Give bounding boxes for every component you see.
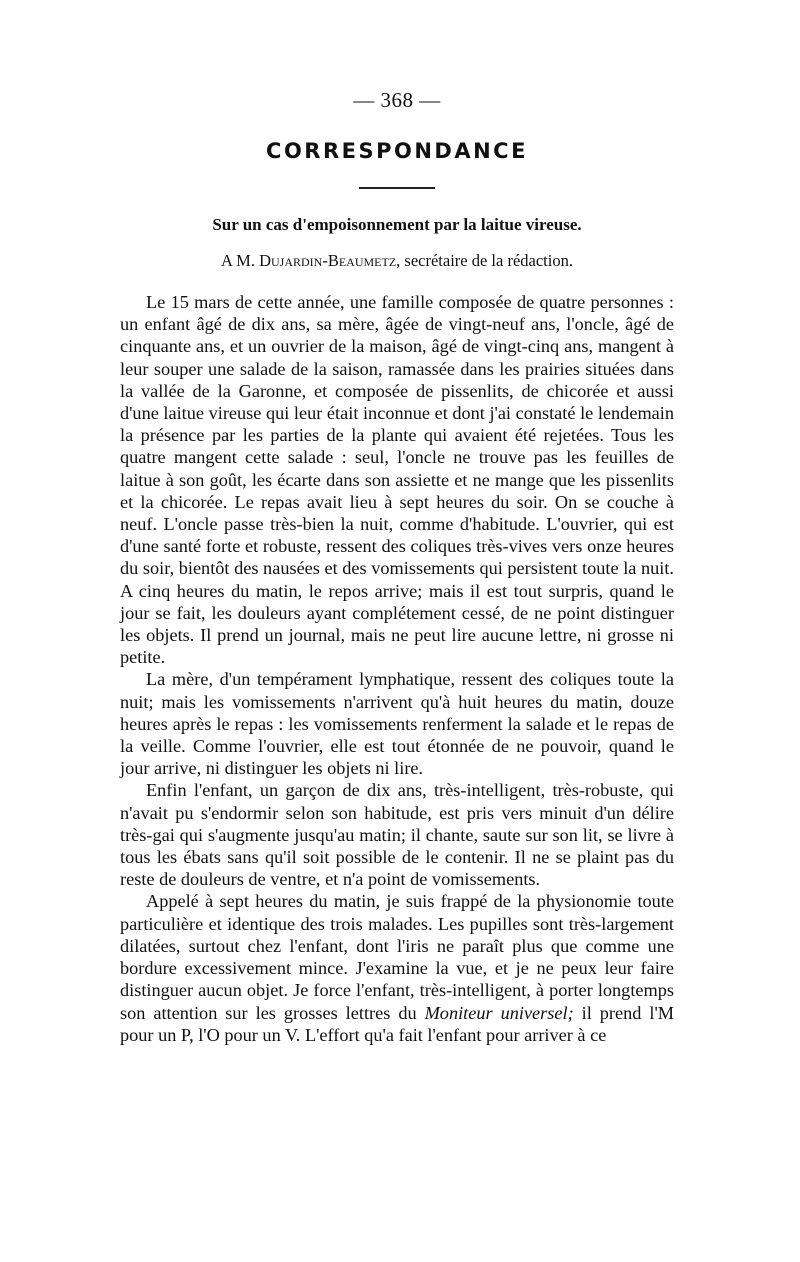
addressee-suffix: , secrétaire de la rédaction. [396, 251, 573, 270]
title-divider [359, 187, 435, 189]
addressee-prefix: A M. [221, 251, 255, 270]
section-title: CORRESPONDANCE [266, 139, 528, 163]
addressee-line [120, 251, 674, 271]
addressee-name: Dujardin-Beaumetz [259, 251, 397, 270]
paragraph: Enfin l'enfant, un garçon de dix ans, très-intelligent, très-robuste, qui n'avait pu s'endormir selon son habitude, est pris vers minuit d'un délire très-gai qui s'augmente jusqu'au matin; il chante, saute sur son lit, se livre à tous les ébats sans qu'il soit possible de le contenir. Il ne se plaint pas du reste de douleurs de ventre, et n'a point de vomissements. [120, 780, 674, 890]
document-page [120, 88, 674, 1046]
page-number: — 368 — [353, 88, 441, 112]
article-title: Sur un cas d'empoisonnement par la laitue vireuse. [212, 215, 582, 234]
article-body [120, 291, 674, 1046]
paragraph: Le 15 mars de cette année, une famille composée de quatre personnes : un enfant âgé de dix ans, sa mère, âgée de vingt-neuf ans, l'oncle, âgé de cinquante ans, et un ouvrier de la maison, âgé de vingt-cinq ans, mangent à leur souper une salade de la saison, ramassée dans les prairies situées dans la vallée de la Garonne, et composée de pissenlits, de chicorée et aussi d'une laitue vireuse qui leur était inconnue et dont j'ai constaté le lendemain la présence par les parties de la plante qui avaient été rejetées. Tous les quatre mangent cette salade : seul, l'oncle ne trouve pas les feuilles de laitue à son goût, les écarte dans son assiette et ne mange que les pissenlits et la chicorée. Le repas avait lieu à sept heures du soir. On se couche à neuf. L'oncle passe très-bien la nuit, comme d'habitude. L'ouvrier, qui est d'une santé forte et robuste, ressent des coliques très-vives vers onze heures du soir, bientôt des nausées et des vomissements qui persistent toute la nuit. A cinq heures du matin, le repos arrive; mais il est tout surpris, quand le jour se fait, les douleurs ayant complétement cessé, de ne point distinguer les objets. Il prend un journal, mais ne peut lire aucune lettre, ni grosse ni petite. [120, 292, 674, 668]
paragraph: La mère, d'un tempérament lymphatique, ressent des coliques toute la nuit; mais les vomissements n'arrivent qu'à huit heures du matin, douze heures après le repas : les vomissements renferment la salade et le repas de la veille. Comme l'ouvrier, elle est tout étonnée de ne pouvoir, quand le jour arrive, ni distinguer les objets ni lire. [120, 669, 674, 779]
paragraph-text: il prend l'M pour un P, l'O pour un V. L'effort qu'a fait l'enfant pour arriver à ce [120, 1002, 675, 1045]
newspaper-title: Moniteur universel; [424, 1002, 574, 1023]
paragraph-text: Appelé à sept heures du matin, je suis frappé de la physionomie toute particulière et identique des trois malades. Les pupilles sont très-largement dilatées, surtout chez l'enfant, dont l'iris ne paraît plus que comme une bordure excessivement mince. J'examine la vue, et je ne peux leur faire distinguer aucun objet. Je force l'enfant, très-intelligent, à porter longtemps son attention sur les grosses lettres du [120, 891, 674, 1023]
paragraph [120, 890, 674, 1045]
